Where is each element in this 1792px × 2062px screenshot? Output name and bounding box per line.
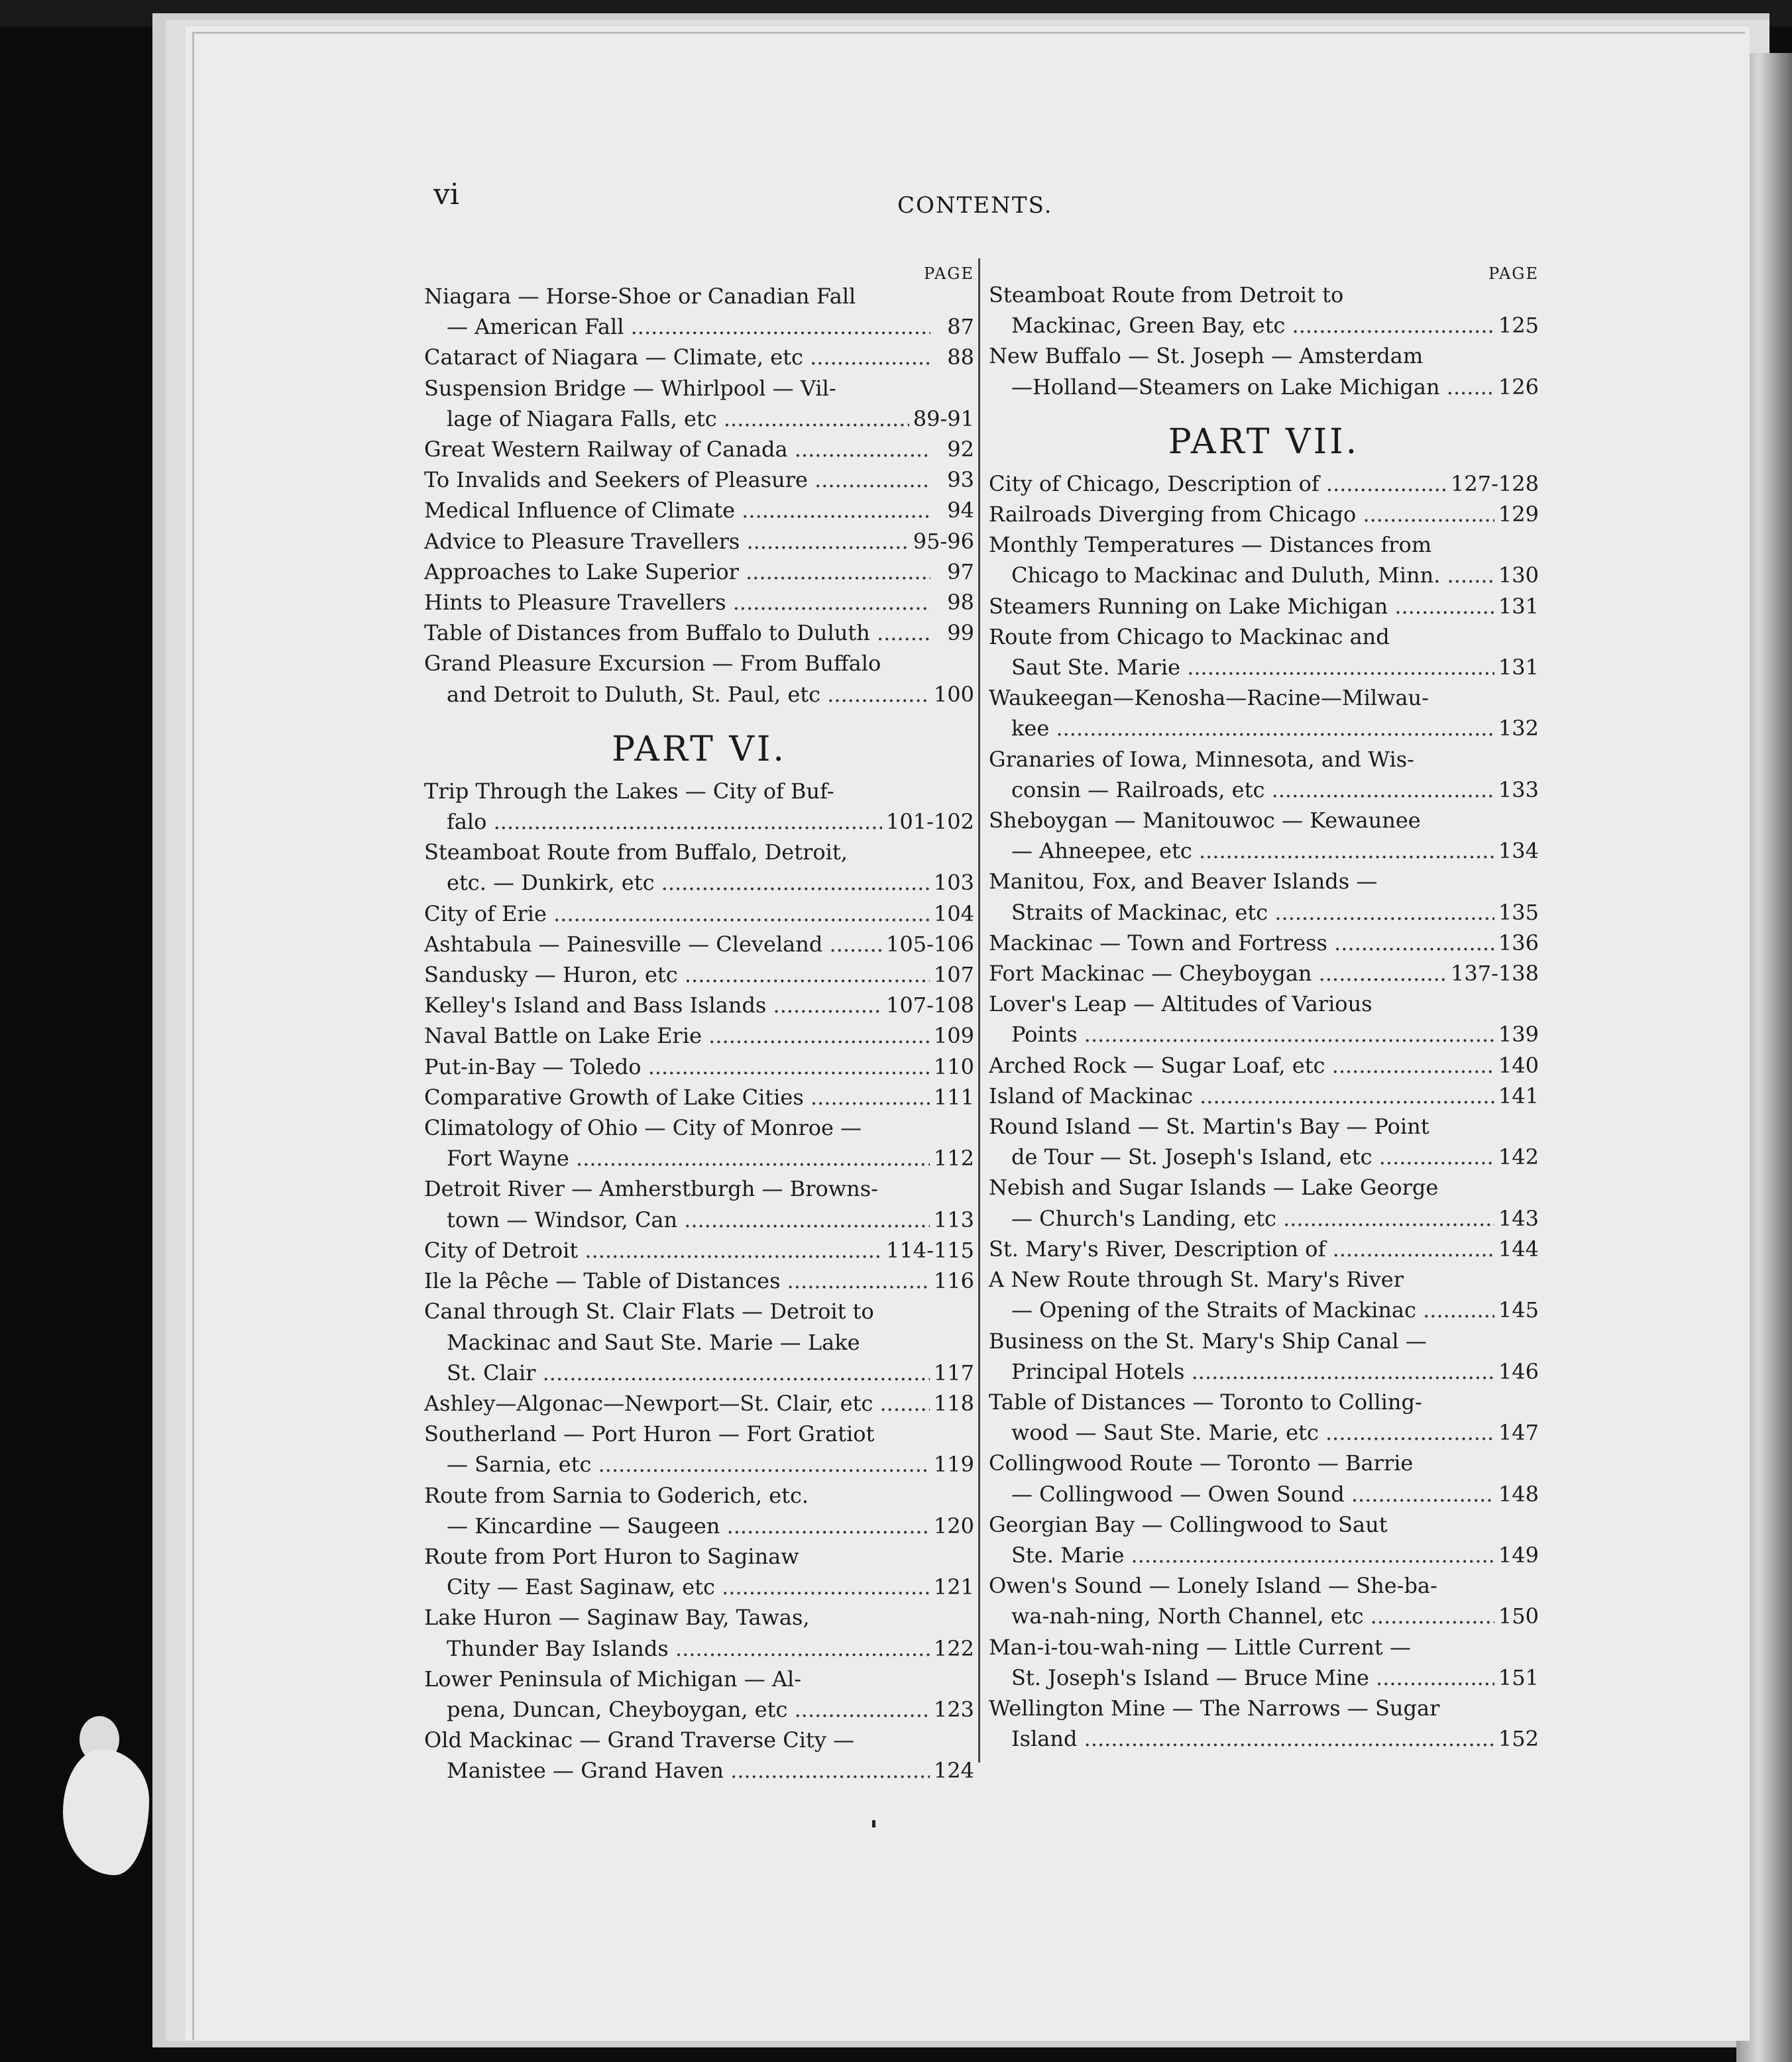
toc-entry-line: Niagara — Horse-Shoe or Canadian Fall — [424, 284, 856, 309]
left-entries-part-vi — [424, 776, 974, 1786]
toc-entry-title: town — Windsor, Can ..... — [447, 1205, 930, 1235]
toc-entry-final-line — [989, 897, 1539, 928]
toc-page-number: 95-96 — [913, 528, 974, 554]
toc-page-number: 130 — [1498, 563, 1539, 588]
toc-entry-final-line — [424, 1082, 974, 1112]
toc-entry-line: Table of Distances — Toronto to Colling- — [989, 1389, 1422, 1415]
toc-page-number: 142 — [1498, 1144, 1539, 1170]
toc-entry-final-line — [424, 495, 974, 525]
toc-entry-final-line — [989, 372, 1539, 402]
toc-entry-final-line — [424, 618, 974, 648]
toc-entry-final-line — [989, 560, 1539, 590]
toc-entry — [424, 776, 974, 837]
toc-entry-final-line — [424, 959, 974, 990]
toc-entry — [989, 682, 1539, 743]
toc-entry-title: City of Chicago, Description of ..... — [989, 468, 1447, 499]
toc-entry — [989, 1050, 1539, 1081]
toc-page-number: 137-138 — [1451, 961, 1539, 987]
toc-page-number: 144 — [1498, 1236, 1539, 1262]
toc-entry-line: Climatology of Ohio — City of Monroe — — [424, 1115, 862, 1141]
toc-page-number: 135 — [1498, 899, 1539, 925]
toc-entry-final-line — [989, 1203, 1539, 1234]
toc-entry-line: Georgian Bay — Collingwood to Saut — [989, 1511, 1388, 1537]
column-divider — [978, 258, 980, 1763]
toc-entry-title: pena, Duncan, Cheyboygan, etc ..... — [447, 1694, 930, 1725]
toc-entry — [989, 529, 1539, 590]
toc-page-number: 112 — [933, 1146, 974, 1171]
toc-entry-title: — American Fall ..... — [447, 311, 930, 342]
toc-entry-final-line — [424, 1511, 974, 1541]
toc-entry-final-line — [989, 1662, 1539, 1693]
toc-entry — [424, 557, 974, 587]
toc-entry — [424, 837, 974, 898]
page-column-label: PAGE — [924, 264, 974, 283]
toc-page-number: 129 — [1498, 502, 1539, 527]
toc-page-number: 116 — [933, 1268, 974, 1294]
toc-entry — [424, 373, 974, 434]
toc-entry-final-line — [989, 591, 1539, 622]
right-column — [989, 264, 1539, 1754]
toc-entry — [424, 587, 974, 618]
toc-entry-line: Sheboygan — Manitouwoc — Kewaunee — [989, 808, 1421, 834]
toc-entry — [424, 648, 974, 709]
toc-entry-title: Table of Distances from Buffalo to Duluth ..... — [424, 618, 930, 648]
toc-entry — [424, 1296, 974, 1388]
toc-entry — [989, 280, 1539, 341]
toc-entry-title: Ile la Pêche — Table of Distances ..... — [424, 1266, 930, 1296]
right-entries-part-vii — [989, 468, 1539, 1755]
toc-page-number: 93 — [947, 467, 974, 493]
toc-entry-title: City — East Saginaw, etc ..... — [447, 1572, 930, 1602]
toc-page-number: 105-106 — [886, 931, 974, 957]
toc-page-number: 147 — [1498, 1420, 1539, 1446]
toc-entry-final-line — [424, 1358, 974, 1388]
toc-page-number: 113 — [933, 1207, 974, 1232]
toc-entry-final-line — [424, 464, 974, 495]
toc-entry-line: Detroit River — Amherstburgh — Browns- — [424, 1176, 878, 1202]
toc-entry-title: City of Erie ..... — [424, 898, 930, 929]
toc-page-number: 114-115 — [886, 1237, 974, 1263]
toc-entry-line: Waukeegan—Kenosha—Racine—Milwau- — [989, 685, 1429, 711]
toc-entry — [989, 1264, 1539, 1325]
toc-page-number: 131 — [1498, 593, 1539, 619]
toc-entry-final-line — [424, 806, 974, 837]
toc-entry-line: Suspension Bridge — Whirlpool — Vil- — [424, 375, 836, 401]
toc-entry-final-line — [424, 434, 974, 464]
page-column-label: PAGE — [1488, 264, 1539, 283]
toc-entry-final-line — [989, 1234, 1539, 1264]
toc-page-number: 98 — [947, 590, 974, 616]
toc-entry-final-line — [424, 929, 974, 959]
toc-entry-title: Ashtabula — Painesville — Cleveland ..... — [424, 929, 882, 959]
toc-entry-line: Canal through St. Clair Flats — Detroit to — [424, 1299, 874, 1325]
right-entries-part-vi — [989, 280, 1539, 402]
toc-entry-final-line — [424, 898, 974, 929]
toc-entry-title: Chicago to Mackinac and Duluth, Minn. ..... — [1011, 560, 1494, 590]
toc-entry-title: Hints to Pleasure Travellers ..... — [424, 587, 930, 618]
toc-entry-title: Manistee — Grand Haven ..... — [447, 1755, 930, 1786]
toc-entry — [424, 464, 974, 495]
toc-entry — [424, 990, 974, 1020]
toc-page-number: 117 — [933, 1360, 974, 1385]
toc-entry-title: — Ahneepee, etc ..... — [1011, 836, 1494, 866]
toc-entry — [424, 1664, 974, 1725]
toc-entry — [989, 1693, 1539, 1754]
toc-entry-final-line — [989, 310, 1539, 341]
toc-entry-final-line — [989, 1019, 1539, 1050]
toc-page-number: 151 — [1498, 1664, 1539, 1690]
toc-page-number: 150 — [1498, 1603, 1539, 1629]
toc-page-number: 124 — [933, 1758, 974, 1784]
toc-entry-title: Steamers Running on Lake Michigan ..... — [989, 591, 1494, 622]
toc-entry-final-line — [424, 404, 974, 434]
toc-entry-final-line — [424, 990, 974, 1020]
toc-entry-title: Put-in-Bay — Toledo ..... — [424, 1052, 930, 1082]
part-heading: PART VII. — [1168, 421, 1360, 462]
toc-entry-final-line — [989, 958, 1539, 989]
toc-entry — [989, 1172, 1539, 1233]
toc-entry-title: Mackinac, Green Bay, etc ..... — [1011, 310, 1494, 341]
toc-entry-title: Mackinac — Town and Fortress ..... — [989, 928, 1494, 958]
toc-page-number: 145 — [1498, 1297, 1539, 1323]
toc-page-number: 94 — [947, 498, 974, 523]
toc-page-number: 121 — [933, 1574, 974, 1600]
toc-entry — [989, 341, 1539, 402]
toc-entry-line: Granaries of Iowa, Minnesota, and Wis- — [989, 746, 1414, 772]
toc-entry-title: wa-nah-ning, North Channel, etc ..... — [1011, 1601, 1494, 1631]
toc-entry-title: —Holland—Steamers on Lake Michigan ..... — [1011, 372, 1494, 402]
toc-entry — [424, 1235, 974, 1266]
toc-entry — [424, 1173, 974, 1234]
toc-entry-line: Route from Port Huron to Saginaw — [424, 1543, 799, 1569]
running-title: CONTENTS. — [897, 192, 1053, 219]
part-heading: PART VI. — [612, 729, 787, 769]
toc-entry — [989, 1326, 1539, 1387]
toc-entry-final-line — [989, 652, 1539, 682]
toc-entry-line: Trip Through the Lakes — City of Buf- — [424, 778, 834, 804]
toc-entry-title: Fort Wayne ..... — [447, 1143, 930, 1173]
toc-page-number: 149 — [1498, 1542, 1539, 1568]
toc-entry — [424, 281, 974, 342]
toc-entry-line: Wellington Mine — The Narrows — Sugar — [989, 1695, 1440, 1721]
toc-page-number: 107-108 — [886, 993, 974, 1018]
toc-entry — [989, 1111, 1539, 1172]
toc-entry-final-line — [424, 311, 974, 342]
toc-page-number: 87 — [947, 314, 974, 340]
toc-entry-line: Old Mackinac — Grand Traverse City — — [424, 1727, 855, 1753]
toc-entry-title: lage of Niagara Falls, etc ..... — [447, 404, 909, 434]
toc-page-number: 104 — [933, 900, 974, 926]
toc-entry-final-line — [424, 1205, 974, 1235]
toc-entry-line: Round Island — St. Martin's Bay — Point — [989, 1114, 1429, 1140]
toc-page-number: 146 — [1498, 1358, 1539, 1384]
toc-entry-title: etc. — Dunkirk, etc ..... — [447, 867, 930, 898]
toc-entry-title: Fort Mackinac — Cheyboygan ..... — [989, 958, 1447, 989]
toc-entry-line: Lover's Leap — Altitudes of Various — [989, 991, 1372, 1017]
toc-entry-line: Mackinac and Saut Ste. Marie — Lake — [447, 1329, 860, 1355]
toc-entry — [989, 866, 1539, 927]
toc-entry — [989, 958, 1539, 989]
toc-page-number: 97 — [947, 559, 974, 584]
toc-entry-title: St. Clair ..... — [447, 1358, 930, 1388]
toc-page-number: 107 — [933, 962, 974, 988]
toc-entry-line: Collingwood Route — Toronto — Barrie — [989, 1450, 1414, 1476]
toc-entry-title: Medical Influence of Climate ..... — [424, 495, 930, 525]
toc-entry-line: Nebish and Sugar Islands — Lake George — [989, 1175, 1439, 1201]
toc-entry-title: St. Mary's River, Description of ..... — [989, 1234, 1494, 1264]
toc-page-number: 123 — [933, 1696, 974, 1722]
toc-entry-line: Route from Chicago to Mackinac and — [989, 624, 1390, 649]
toc-entry-title: falo ..... — [447, 806, 882, 837]
toc-page-number: 140 — [1498, 1052, 1539, 1078]
toc-page-number: 127-128 — [1451, 470, 1539, 496]
toc-page-number: 89-91 — [913, 406, 974, 431]
toc-entry-final-line — [989, 468, 1539, 499]
toc-entry-line: Lake Huron — Saginaw Bay, Tawas, — [424, 1605, 810, 1631]
toc-entry-title: de Tour — St. Joseph's Island, etc ..... — [1011, 1142, 1494, 1172]
toc-entry — [424, 1480, 974, 1541]
toc-entry-title: — Sarnia, etc ..... — [447, 1449, 930, 1480]
toc-entry-final-line — [989, 1081, 1539, 1111]
toc-entry-final-line — [989, 1723, 1539, 1754]
toc-entry-final-line — [424, 1755, 974, 1786]
toc-entry-title: Railroads Diverging from Chicago ..... — [989, 499, 1494, 529]
toc-entry — [989, 1448, 1539, 1509]
toc-entry-title: and Detroit to Duluth, St. Paul, etc ..... — [447, 679, 930, 710]
toc-entry-title: Ashley—Algonac—Newport—St. Clair, etc ..... — [424, 1388, 930, 1419]
toc-entry — [989, 1570, 1539, 1631]
toc-entry-final-line — [989, 1601, 1539, 1631]
toc-entry-title: — Church's Landing, etc ..... — [1011, 1203, 1494, 1234]
toc-entry — [424, 1266, 974, 1296]
toc-entry-title: Points ..... — [1011, 1019, 1494, 1050]
toc-entry — [424, 618, 974, 648]
toc-entry — [989, 1632, 1539, 1693]
toc-entry-title: Great Western Railway of Canada ..... — [424, 434, 930, 464]
toc-page-number: 99 — [947, 620, 974, 646]
toc-entry-final-line — [424, 1572, 974, 1602]
left-column — [424, 264, 974, 1786]
toc-entry-title: Arched Rock — Sugar Loaf, etc ..... — [989, 1050, 1494, 1081]
toc-entry — [989, 805, 1539, 866]
toc-entry — [424, 1541, 974, 1602]
toc-entry-final-line — [424, 1388, 974, 1419]
toc-entry-line: Grand Pleasure Excursion — From Buffalo — [424, 651, 881, 677]
toc-entry-final-line — [424, 1020, 974, 1051]
toc-page-number: 119 — [933, 1452, 974, 1478]
toc-entry-line: Lower Peninsula of Michigan — Al- — [424, 1666, 802, 1692]
toc-entry-line: Southerland — Port Huron — Fort Gratiot — [424, 1421, 875, 1447]
toc-entry — [424, 898, 974, 929]
toc-entry-final-line — [424, 587, 974, 618]
toc-entry — [989, 468, 1539, 499]
toc-entry — [424, 1725, 974, 1786]
toc-entry-final-line — [989, 928, 1539, 958]
toc-entry-title: Straits of Mackinac, etc ..... — [1011, 897, 1494, 928]
toc-entry — [989, 1234, 1539, 1264]
toc-entry — [989, 744, 1539, 805]
toc-entry-final-line — [989, 1356, 1539, 1387]
toc-entry-line: A New Route through St. Mary's River — [989, 1267, 1404, 1293]
toc-page-number: 143 — [1498, 1205, 1539, 1231]
toc-page-number: 152 — [1498, 1726, 1539, 1752]
page-number: vi — [433, 178, 459, 211]
toc-entry — [424, 929, 974, 959]
toc-entry — [989, 928, 1539, 958]
toc-entry-title: Island of Mackinac ..... — [989, 1081, 1494, 1111]
toc-entry-final-line — [989, 1417, 1539, 1448]
toc-page-number: 109 — [933, 1023, 974, 1049]
toc-page-number: 132 — [1498, 716, 1539, 741]
toc-page-number: 136 — [1498, 930, 1539, 955]
toc-entry-title: consin — Railroads, etc ..... — [1011, 775, 1494, 805]
toc-entry — [989, 1081, 1539, 1111]
toc-page-number: 134 — [1498, 838, 1539, 864]
toc-entry-final-line — [424, 867, 974, 898]
toc-entry — [989, 989, 1539, 1050]
toc-entry — [989, 499, 1539, 529]
toc-entry — [424, 1020, 974, 1051]
toc-page-number: 118 — [933, 1390, 974, 1416]
toc-entry — [424, 342, 974, 372]
toc-page-number: 141 — [1498, 1083, 1539, 1109]
toc-entry-final-line — [989, 499, 1539, 529]
toc-entry-title: Ste. Marie ..... — [1011, 1540, 1494, 1570]
toc-entry-line: Man-i-tou-wah-ning — Little Current — — [989, 1634, 1411, 1660]
toc-page-number: 88 — [947, 345, 974, 370]
toc-entry-line: Steamboat Route from Buffalo, Detroit, — [424, 840, 848, 865]
toc-page-number: 122 — [933, 1635, 974, 1661]
toc-entry-title: St. Joseph's Island — Bruce Mine ..... — [1011, 1662, 1494, 1693]
toc-entry-title: Naval Battle on Lake Erie ..... — [424, 1020, 930, 1051]
toc-page-number: 101-102 — [886, 809, 974, 835]
left-entries-part-v — [424, 281, 974, 710]
toc-entry — [424, 1388, 974, 1419]
toc-entry-title: — Kincardine — Saugeen ..... — [447, 1511, 930, 1541]
toc-entry — [424, 1052, 974, 1082]
toc-entry — [424, 526, 974, 557]
toc-entry-title: kee ..... — [1011, 713, 1494, 743]
toc-entry-final-line — [424, 1052, 974, 1082]
toc-entry-line: Monthly Temperatures — Distances from — [989, 532, 1432, 558]
toc-entry-final-line — [424, 1266, 974, 1296]
toc-entry-final-line — [989, 1295, 1539, 1325]
toc-entry-title: Principal Hotels ..... — [1011, 1356, 1494, 1387]
toc-entry-title: Kelley's Island and Bass Islands ..... — [424, 990, 882, 1020]
toc-entry-final-line — [989, 775, 1539, 805]
toc-entry-title: Comparative Growth of Lake Cities ..... — [424, 1082, 930, 1112]
toc-entry-title: Advice to Pleasure Travellers ..... — [424, 526, 909, 557]
toc-entry-title: wood — Saut Ste. Marie, etc ..... — [1011, 1417, 1494, 1448]
toc-entry-final-line — [424, 1235, 974, 1266]
toc-entry-title: City of Detroit ..... — [424, 1235, 882, 1266]
toc-entry — [424, 1112, 974, 1173]
toc-page-number: 133 — [1498, 777, 1539, 802]
toc-entry-title: Thunder Bay Islands ..... — [447, 1633, 930, 1664]
toc-entry-title: — Opening of the Straits of Mackinac ..... — [1011, 1295, 1494, 1325]
toc-entry-final-line — [424, 1694, 974, 1725]
toc-page-number: 148 — [1498, 1481, 1539, 1507]
toc-entry-line: Manitou, Fox, and Beaver Islands — — [989, 869, 1378, 895]
toc-page-number: 126 — [1498, 374, 1539, 400]
toc-entry-final-line — [424, 1449, 974, 1480]
ink-speck — [872, 1820, 875, 1827]
toc-entry — [989, 622, 1539, 682]
toc-entry-title: Island ..... — [1011, 1723, 1494, 1754]
toc-entry-final-line — [424, 1143, 974, 1173]
toc-entry-final-line — [424, 526, 974, 557]
toc-page-number: 100 — [933, 681, 974, 707]
toc-entry-final-line — [989, 713, 1539, 743]
toc-entry — [424, 495, 974, 525]
toc-entry — [424, 1082, 974, 1112]
toc-entry-final-line — [989, 1479, 1539, 1509]
toc-entry — [424, 434, 974, 464]
toc-entry-line: Route from Sarnia to Goderich, etc. — [424, 1482, 809, 1508]
toc-entry — [424, 1419, 974, 1480]
toc-entry-line: Owen's Sound — Lonely Island — She-ba- — [989, 1573, 1437, 1599]
scan-left-edge — [0, 0, 159, 2062]
toc-page-number: 131 — [1498, 655, 1539, 680]
toc-entry-final-line — [424, 679, 974, 710]
toc-entry-title: Cataract of Niagara — Climate, etc ..... — [424, 342, 930, 372]
toc-entry-final-line — [424, 342, 974, 372]
toc-entry — [424, 1602, 974, 1663]
toc-page-number: 92 — [947, 437, 974, 462]
toc-entry-title: Sandusky — Huron, etc ..... — [424, 959, 930, 990]
toc-entry-line: Business on the St. Mary's Ship Canal — — [989, 1328, 1427, 1354]
toc-entry-title: To Invalids and Seekers of Pleasure ..... — [424, 464, 930, 495]
toc-entry-title: — Collingwood — Owen Sound ..... — [1011, 1479, 1494, 1509]
toc-entry-line: Steamboat Route from Detroit to — [989, 282, 1344, 307]
toc-page-number: 139 — [1498, 1022, 1539, 1048]
toc-entry-final-line — [989, 1142, 1539, 1172]
toc-entry — [989, 1509, 1539, 1570]
toc-entry — [989, 1387, 1539, 1448]
toc-page-number: 111 — [933, 1084, 974, 1110]
toc-entry-final-line — [424, 557, 974, 587]
toc-entry-final-line — [989, 836, 1539, 866]
toc-entry-title: Saut Ste. Marie ..... — [1011, 652, 1494, 682]
toc-entry-title: Approaches to Lake Superior ..... — [424, 557, 930, 587]
toc-entry-final-line — [989, 1540, 1539, 1570]
toc-page-number: 125 — [1498, 313, 1539, 339]
toc-entry — [424, 959, 974, 990]
toc-page-number: 120 — [933, 1513, 974, 1539]
toc-entry — [989, 591, 1539, 622]
toc-entry-final-line — [989, 1050, 1539, 1081]
toc-entry-line: New Buffalo — St. Joseph — Amsterdam — [989, 343, 1424, 369]
toc-entry-final-line — [424, 1633, 974, 1664]
toc-page-number: 110 — [933, 1054, 974, 1079]
toc-page-number: 103 — [933, 870, 974, 896]
